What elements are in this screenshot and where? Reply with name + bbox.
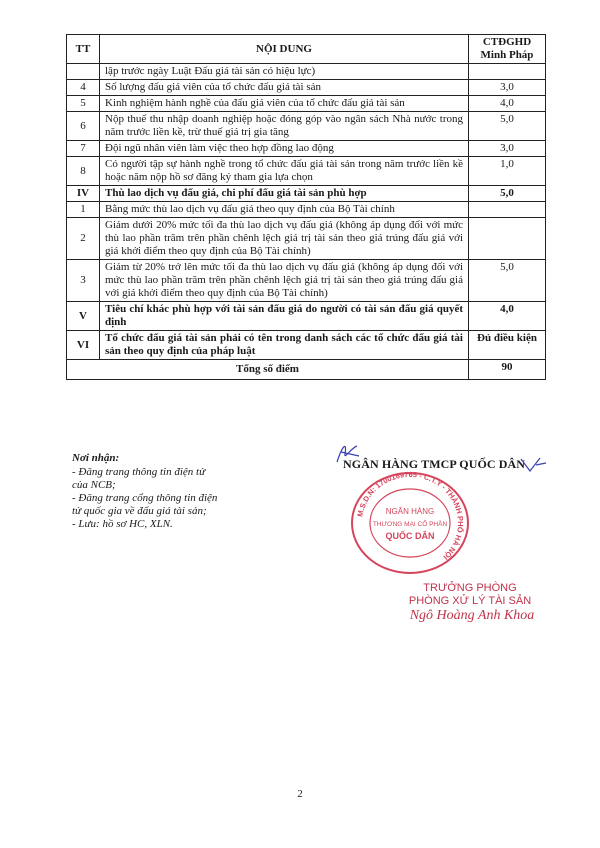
row-content: Có người tập sự hành nghề trong tổ chức đấu giá tài sản trong năm trước liền kề hoặc năm nộp hồ sơ đăng ký tham gia lựa chọn [100,157,469,186]
row-content: Số lượng đấu giá viên của tổ chức đấu giá tài sản [100,80,469,96]
seal-inner-line3: QUỐC DÂN [385,531,435,541]
table-header-row [67,35,546,64]
seal-inner-line2: THƯƠNG MẠI CỔ PHẦN [372,521,448,528]
row-score [469,218,546,260]
seal-inner-line1: NGÂN HÀNG [385,507,435,516]
row-score [469,202,546,218]
row-tt: 2 [67,218,100,260]
recipients-title: Nơi nhận: [72,452,120,464]
row-score: 4,0 [469,302,546,331]
row-tt: 3 [67,260,100,302]
row-score [469,64,546,80]
signatory-title [390,582,550,608]
table-row [67,157,546,186]
row-tt: 6 [67,112,100,141]
row-content: Tổ chức đấu giá tài sản phải có tên trong danh sách các tổ chức đấu giá tài sản theo quy định của pháp luật [100,331,469,360]
bank-name: NGÂN HÀNG TMCP QUỐC DÂN [343,457,526,471]
signatory-title-line2: PHÒNG XỬ LÝ TÀI SẢN [408,595,532,607]
row-tt: V [67,302,100,331]
row-score: 5,0 [469,260,546,302]
recipient-item: - Đăng trang cổng thông tin điện tử quốc gia về đấu giá tài sản; [72,492,218,517]
criteria-table [66,34,546,380]
table-row [67,64,546,80]
row-tt: VI [67,331,100,360]
row-tt [67,64,100,80]
row-score: 3,0 [469,141,546,157]
recipient-item: - Đăng trang thông tin điện tử của NCB; [72,466,206,491]
table-row [67,260,546,302]
header-score [469,35,546,64]
row-tt: 7 [67,141,100,157]
table-row [67,112,546,141]
header-score-line2: Minh Pháp [480,49,534,61]
signatory-name: Ngô Hoàng Anh Khoa [409,608,535,623]
total-row [67,360,546,380]
table-row [67,202,546,218]
row-score: 1,0 [469,157,546,186]
company-seal [348,470,472,576]
row-content: Kinh nghiệm hành nghề của đấu giá viên của tổ chức đấu giá tài sản [100,96,469,112]
seal-outer-text: M.S.D.N: 1700169765 - C.T.Y - THÀNH PHỐ HÀ NỘI [355,470,466,562]
row-tt: 4 [67,80,100,96]
table-row [67,331,546,360]
table-row [67,96,546,112]
row-score: 5,0 [469,186,546,202]
row-content: Giảm dưới 20% mức tối đa thù lao dịch vụ đấu giá (không áp dụng đối với mức thù lao phần trăm trên phần chênh lệch giá trị tài sản theo giá trúng đấu giá với giá khởi điểm theo quy định của Bộ Tài chính) [100,218,469,260]
row-tt: 1 [67,202,100,218]
row-content: lập trước ngày Luật Đấu giá tài sản có hiệu lực) [100,64,469,80]
row-tt: 8 [67,157,100,186]
row-score: 5,0 [469,112,546,141]
row-content: Đội ngũ nhân viên làm việc theo hợp đồng lao động [100,141,469,157]
row-content: Giảm từ 20% trở lên mức tối đa thù lao dịch vụ đấu giá (không áp dụng đối với mức thù lao phần trăm trên phần chênh lệch giá trị tài sản theo giá trúng đấu giá với giá khởi điểm theo quy định của Bộ Tài chính) [100,260,469,302]
row-score: 3,0 [469,80,546,96]
row-content: Tiêu chí khác phù hợp với tài sản đấu giá do người có tài sản đấu giá quyết định [100,302,469,331]
row-score: Đủ điều kiện [469,331,546,360]
total-label: Tổng số điểm [67,360,469,380]
row-tt: IV [67,186,100,202]
recipient-item: - Lưu: hồ sơ HC, XLN. [72,518,173,530]
header-tt: TT [67,35,100,64]
header-score-line1: CTĐGHD [482,36,532,48]
table-body [67,64,546,360]
row-content: Nộp thuế thu nhập doanh nghiệp hoặc đóng góp vào ngân sách Nhà nước trong năm trước liền kề, trừ thuế giá trị gia tăng [100,112,469,141]
table-row [67,302,546,331]
signatory-title-line1: TRƯỞNG PHÒNG [423,582,517,594]
row-score: 4,0 [469,96,546,112]
initial-mark-icon [518,455,548,475]
table-row [67,141,546,157]
row-content: Thù lao dịch vụ đấu giá, chi phí đấu giá tài sản phù hợp [100,186,469,202]
table-row [67,80,546,96]
table-row [67,186,546,202]
row-content: Bằng mức thù lao dịch vụ đấu giá theo quy định của Bộ Tài chính [100,202,469,218]
recipients-block [72,452,222,531]
total-score: 90 [469,360,546,380]
page-number: 2 [297,788,303,800]
table-row [67,218,546,260]
row-tt: 5 [67,96,100,112]
header-content: NỘI DUNG [100,35,469,64]
